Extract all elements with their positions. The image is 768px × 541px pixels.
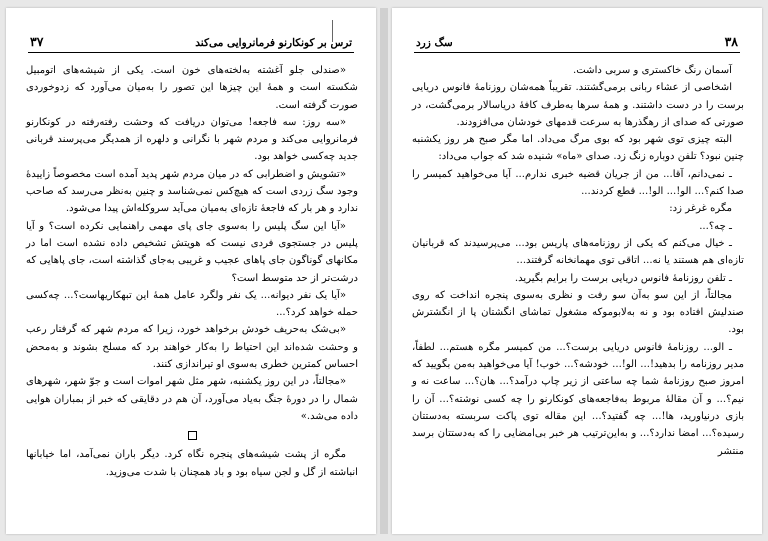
paragraph: مگره غرغر زد: xyxy=(669,203,732,215)
right-page-body xyxy=(412,62,744,460)
paragraph: مگره از پشت شیشه‌های پنجره نگاه کرد. دیگر باران نمی‌آمد، اما خیابانها انباشته از گل و لجن سیاه بود و باد همچنان با شدت می‌وزید. xyxy=(26,449,358,478)
paragraph: «مجالتاً، در این روز یکشنبه، شهر مثل شهر اموات است و جوّ شهر، شهرهای شمال را در دورهٔ جنگ به‌یاد می‌آورد، آن هم در دقایقی که خبر از بمباران هوایی داده می‌شد.» xyxy=(26,376,358,422)
paragraph: «تشویش و اضطرابی که در میان مردم شهر پدید آمده است مخصوصاً زاییدهٔ وجود سگ زردی است که هیچ‌کس نمی‌شناسد و چنین به‌نظر می‌رسد که صاحب ندارد و هر بار که فاجعهٔ تازه‌ای به‌میان می‌آید سروکله‌اش پیدا می‌شود. xyxy=(26,168,358,215)
paragraph: ـ تلفن روزنامهٔ فانوس دریایی برست را برایم بگیرید. xyxy=(514,272,732,284)
left-page xyxy=(6,8,376,534)
paragraph: «آیا یک نفر دیوانه... یک نفر ولگرد عامل همهٔ این تبهکاریهاست؟... چه‌کسی حمله خواهد کرد؟... xyxy=(26,289,358,319)
paragraph: «آیا این سگ پلیس را به‌سوی جای پای مهمی راهنمایی نکرده است؟ و آیا پلیس در جستجوی فردی نیست که هویتش تشخیص داده نشده است اما در مکانهای گوناگون جای پاهای عجیب و غریبی به‌جای گذاشته است، جای پاهایی که درشت‌تر از حد متوسط است؟ xyxy=(26,220,358,284)
running-title: ترس بر کونکارنو فرمانروایی می‌کند xyxy=(195,37,352,49)
paragraph: اشخاصی از عشاء ربانی برمی‌گشتند. تقریباً همه‌شان روزنامهٔ فانوس دریایی برست را در دست داشتند. و همهٔ سرها به‌طرف کافهٔ دریاسالار برمی‌گشت، در صورتی که صدای از رهگذرها به سرعت قدمهای خودشان می‌افزودند. xyxy=(412,82,744,128)
paragraph: البته چیزی توی شهر بود که بوی مرگ می‌داد. اما مگر صبح هر روز یکشنبه چنین نبود؟ تلفن دوباره زنگ زد. صدای «ماه» شنیده شد که جواب می‌داد: xyxy=(412,134,744,163)
paragraph: «صندلی جلو آغشته به‌لخته‌های خون است. یکی از شیشه‌های اتومبیل شکسته است و همهٔ این چیزها این تصور را به‌میان می‌آورد که زدوخوردی صورت گرفته است. xyxy=(26,65,358,111)
running-title: سگ زرد xyxy=(416,37,453,49)
paragraph: «سه روز: سه فاجعه! می‌توان دریافت که وحشت رفته‌رفته در کونکارنو فرمانروایی می‌کند و مردم شهر با نگرانی و دلهره از همدیگر می‌پرسند قربانی جدید چه‌کسی خواهد بود. xyxy=(26,116,358,163)
paragraph: ـ چه؟... xyxy=(699,220,732,232)
right-page xyxy=(392,8,762,534)
right-page-header xyxy=(414,34,740,53)
book-gutter xyxy=(380,8,388,534)
left-page-header xyxy=(28,34,354,53)
section-separator xyxy=(188,431,197,440)
paragraph: ـ نمی‌دانم، آقا... من از جریان قضیه خبری ندارم... آیا می‌خواهید کمیسر را صدا کنم؟... الو!... الو!... قطع کردند... xyxy=(412,168,744,198)
paragraph: مجالتاً، از این سو به‌آن سو رفت و نظری به‌سوی پنجره انداخت که روی صندلیش افتاده بود و نه به‌لابوموکه مشغول تماشای انگشتان پا از انگشترش بود. xyxy=(412,289,744,336)
paragraph: آسمان رنگ خاکستری و سربی داشت. xyxy=(573,65,732,76)
page-number: ۳۷ xyxy=(30,34,44,49)
paragraph: ـ الو... روزنامهٔ فانوس دریایی برست؟... من کمیسر مگره هستم... لطفاً، مدیر روزنامه را بدهید!... الو!... خودشه؟... خوب! آیا می‌خواهید به‌من بگویید که امروز صبح روزنامهٔ شما چه ساعتی از زیر چاپ درآمد؟... هان؟... ساعت نه و نیم؟... و آن مقالهٔ مربوط به‌فاجعه‌های کونکارنو را چه کسی نوشته؟... آن را بازی درنیاورید، ها!... چه گفتید؟... این مقاله توی پاکت سربسته به‌دستتان رسیده؟... امضا ندارد؟... و به‌این‌ترتیب هر خبر بی‌امضایی را که به‌دستتان برسد منتشر xyxy=(412,341,744,457)
paragraph: «بی‌شک به‌حریف خودش برخواهد خورد، زیرا که مردم شهر که گرفتار رعب و وحشت شده‌اند این احتیاط را به‌کار خواهند برد که مسلح بشوند و به‌محض احساس کمترین خطری به‌سوی او تیراندازی کنند. xyxy=(26,324,358,371)
page-number: ۳۸ xyxy=(724,34,738,49)
left-page-body xyxy=(26,62,358,481)
paragraph: ـ خیال می‌کنم که یکی از روزنامه‌های پاریس بود... می‌پرسیدند که قربانیان تازه‌ای هم هستند یا نه... اتاقی توی مهمانخانه گرفتند... xyxy=(412,237,744,267)
